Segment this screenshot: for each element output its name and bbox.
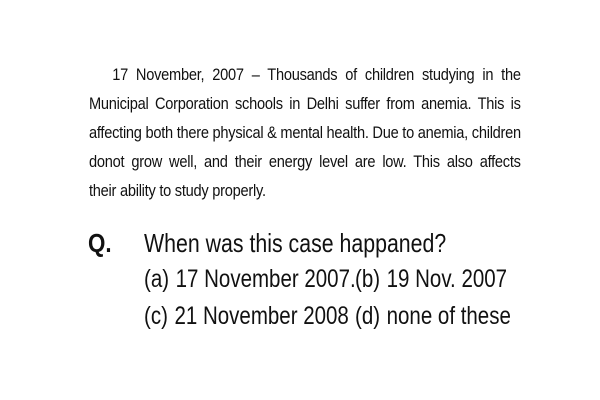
option-b[interactable] [355, 262, 507, 296]
option-text: none of these [386, 302, 511, 330]
passage [89, 60, 521, 205]
passage-line: Municipal Corporation schools in Delhi suffer from anemia. This is [89, 94, 521, 113]
passage-line: 17 November, 2007 – Thousands of children studying in the [112, 65, 521, 84]
option-a[interactable] [144, 262, 356, 296]
option-marker: (d) [355, 302, 381, 330]
option-marker: (b) [355, 265, 381, 293]
question-label: Q. [88, 228, 112, 258]
passage-line: their ability to study properly. [89, 181, 266, 200]
option-marker: (a) [144, 265, 170, 293]
option-marker: (c) [144, 302, 168, 330]
option-text: 17 November 2007. [175, 265, 356, 293]
option-text: 21 November 2008 [174, 302, 349, 330]
option-text: 19 Nov. 2007 [386, 265, 508, 293]
passage-line: donot grow well, and their energy level are low. This also affects [89, 152, 521, 171]
question-text: When was this case happaned? [144, 228, 447, 258]
passage-line: affecting both there physical & mental health. Due to anemia, children [89, 123, 521, 142]
option-d[interactable] [355, 299, 511, 333]
option-c[interactable] [144, 299, 349, 333]
